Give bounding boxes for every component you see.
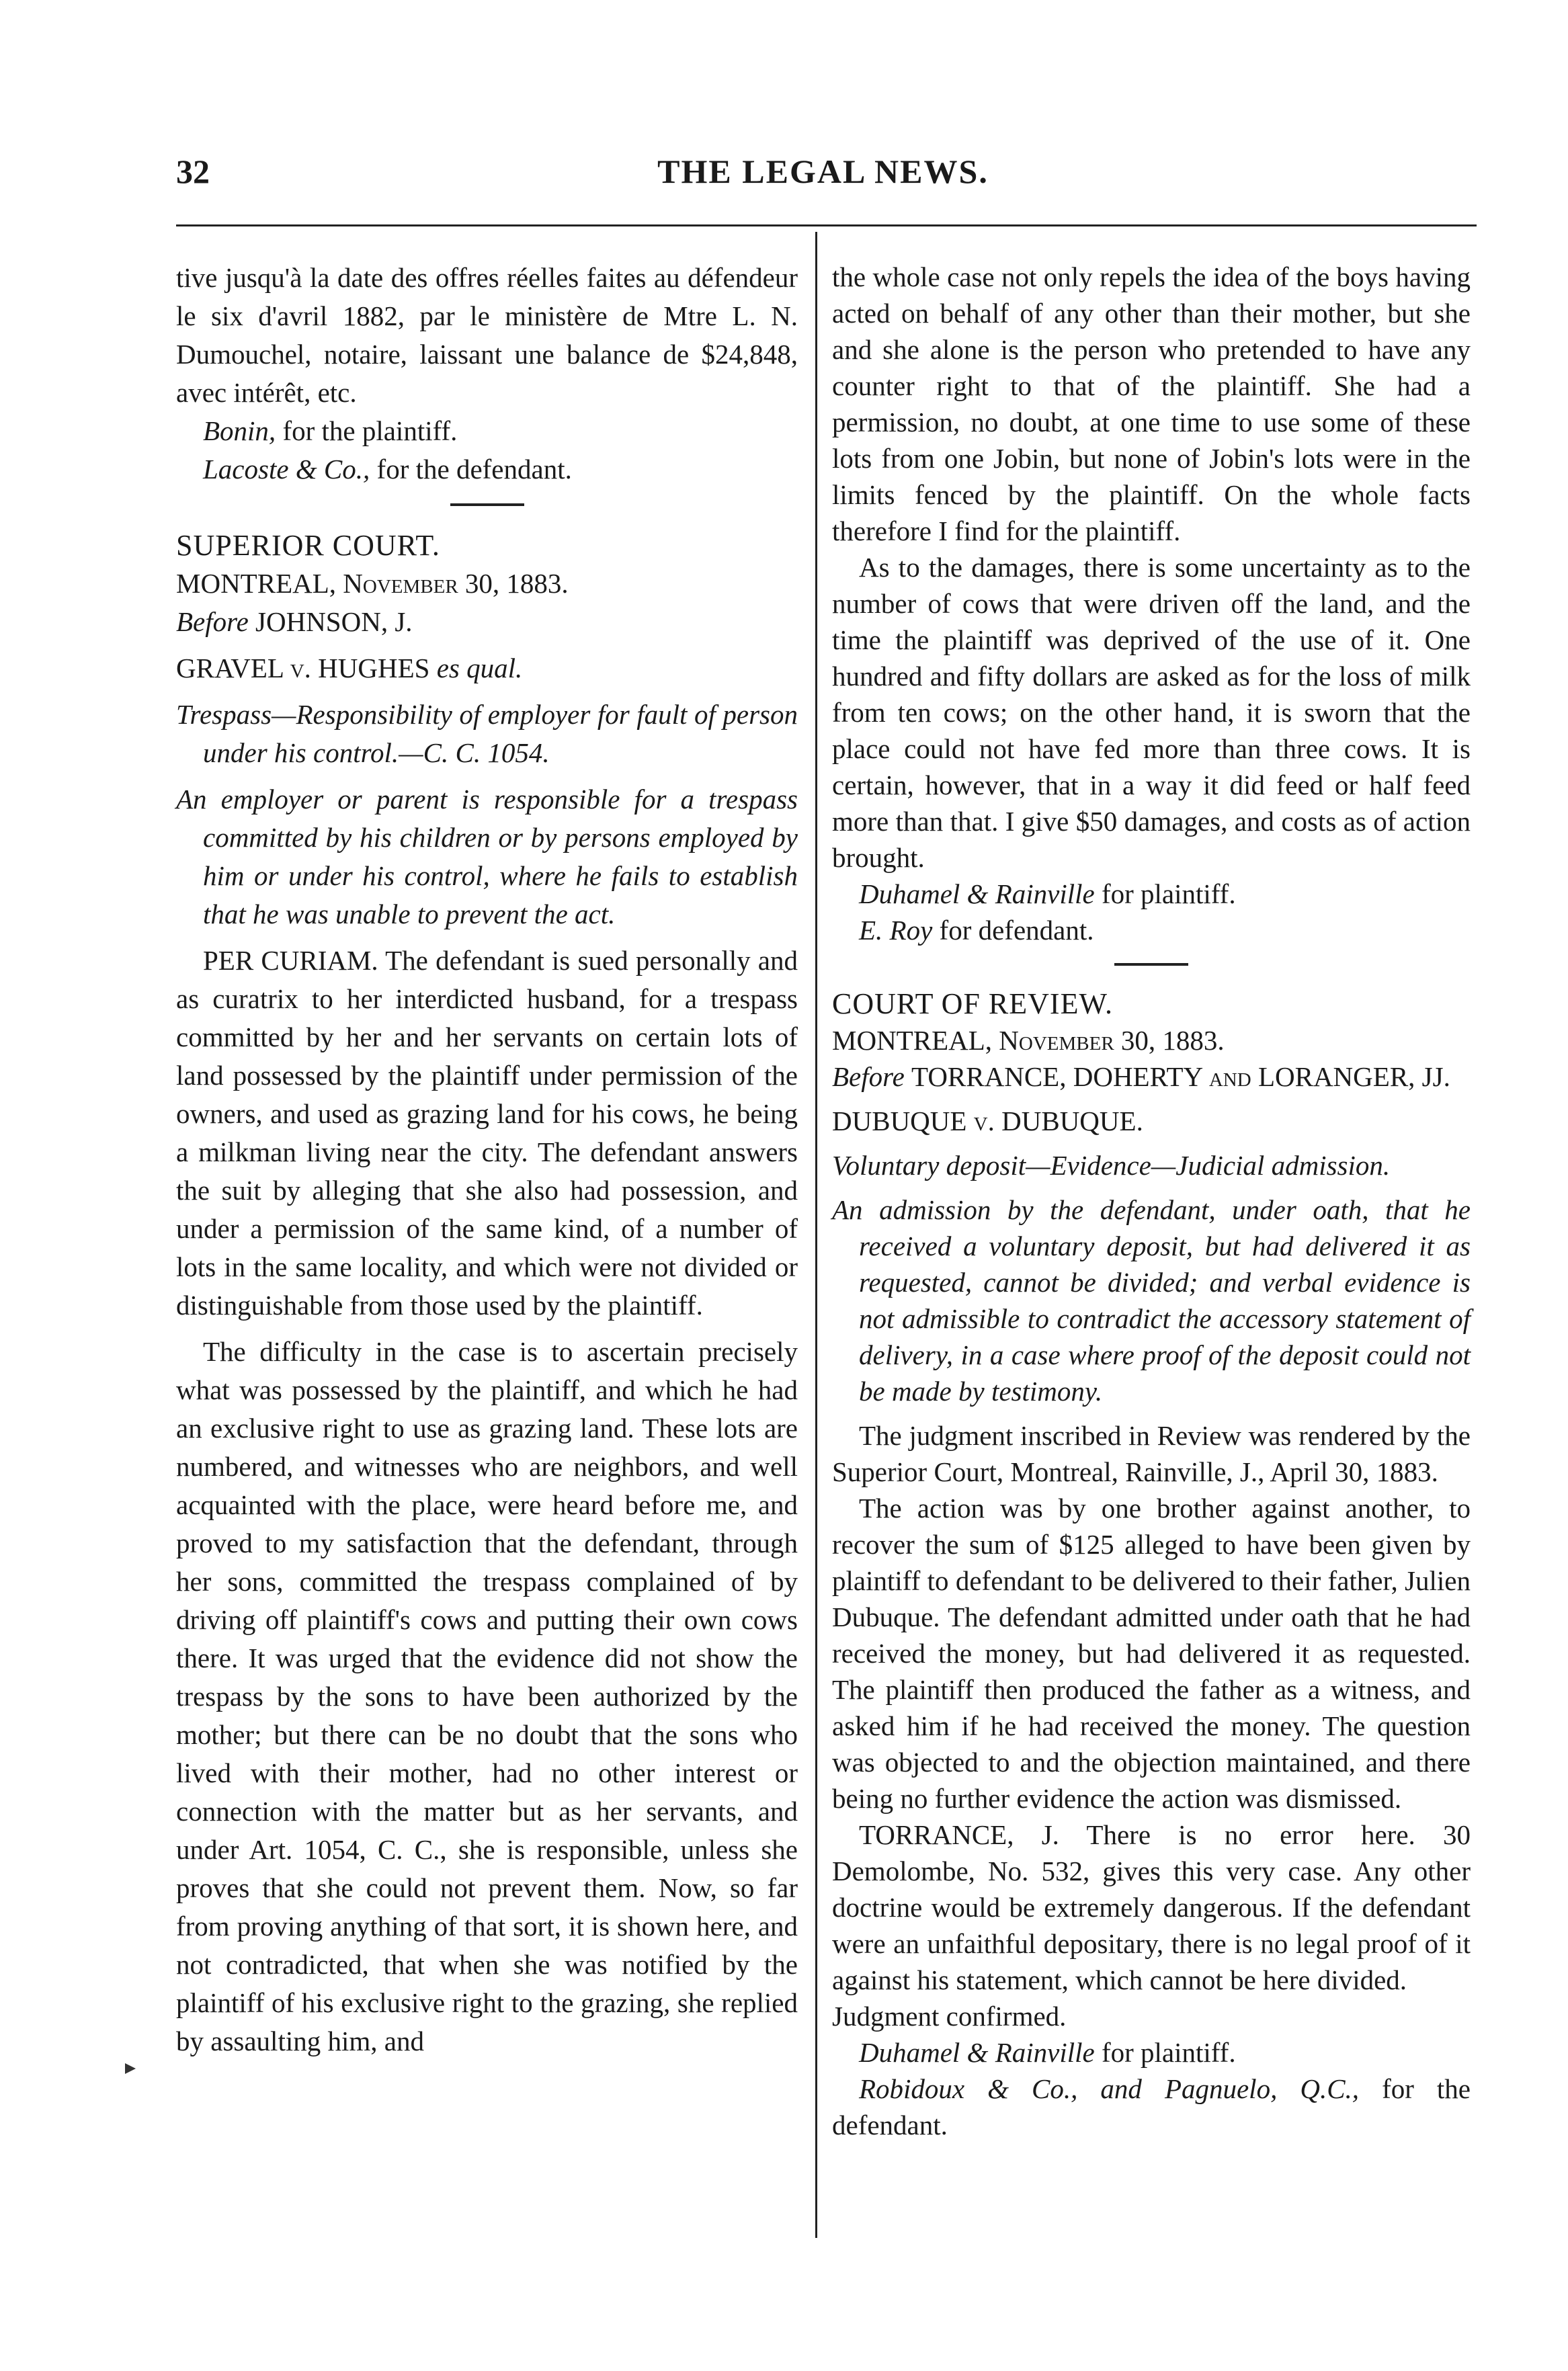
right-column [832,259,1471,2143]
section-divider [1114,963,1188,966]
per-curiam: PER CURIAM. [203,945,378,976]
case-subject: Trespass—Responsibility of employer for fault of person under his control.—C. C. 1054. [176,699,798,768]
left-column [176,259,798,2061]
plaintiff-counsel [176,412,798,450]
counsel-name: E. Roy [859,915,933,946]
opinion-paragraph: PER CURIAM. The defendant is sued personally and as curatrix to her interdicted husband, for a trespass committed by her and her servants on certain lots of land possessed by the plaintiff under permission of the owners, and used as grazing land for his cows, he being a milkman living near the city. The defendant answers the suit by alleging that she also had possession, and under a permission of the same kind, of a number of lots in the same locality, and which were not divided or distinguishable from those used by the plaintiff. [176,945,798,1321]
opinion-paragraph: The difficulty in the case is to ascertain precisely what was possessed by the plaintiff, and which he had an exclusive right to use as grazing land. These lots are numbered, and witnesses who are neighbors, and well acquainted with the place, were heard before me, and proved to my satisfaction that the defendant, through her sons, committed the trespass complained of by driving off plaintiff's cows and putting their own cows there. It was urged that the evidence did not show the trespass by the sons to have been authorized by the mother; but there can be no doubt that the sons who lived with their mother, had no other interest or connection with the matter but as her servants, and under Art. 1054, C. C., she is responsible, unless she proves that she could not prevent them. Now, so far from proving anything of that sort, it is shown here, and not contradicted, that when she was notified by the plaintiff of his exclusive right to the grazing, she replied by assaulting him, and [176,1336,798,2056]
before-word: Before [832,1061,905,1092]
case-subject: Voluntary deposit—Evidence—Judicial admission. [832,1150,1391,1181]
before-line [176,603,798,641]
counsel-role: for plaintiff. [1101,878,1236,909]
case-title [176,649,798,688]
page-header [176,145,1470,199]
page-number: 32 [176,153,210,190]
opinion-paragraph: As to the damages, there is some uncertainty as to the number of cows that were driven off the land, and the time the plaintiff was deprived of the use of it. One hundred and fifty dollars are asked as for the loss of milk from ten cows; on the other hand, it is sworn that the place could not have fed more than three cows. It is certain, however, that in a way it did feed or half feed more than that. I give $50 damages, and costs as of action brought. [832,552,1471,873]
counsel-name: Lacoste & Co., [203,454,370,485]
court-heading: COURT OF REVIEW. [832,987,1113,1020]
dateline: MONTREAL, November 30, 1883. [176,568,569,599]
counsel-line [832,912,1471,948]
counsel-role: for the defendant. [376,454,572,485]
counsel-name: Robidoux & Co., and Pagnuelo, Q.C., [859,2073,1360,2104]
counsel-role: for the defendant. [832,2073,1471,2140]
headnote: An admission by the defendant, under oath, that he received a voluntary deposit, but had delivered it as requested, cannot be divided; and verbal evidence is not admissible to contradict the accessory statement of delivery, in a case where proof of the deposit could not be made by testimony. [832,1194,1471,1407]
headnote: An employer or parent is responsible for a trespass committed by his children or by persons employed by him or under his control, where he fails to establish that he was unable to prevent the act. [176,784,798,929]
opinion-paragraph: the whole case not only repels the idea of the boys having acted on behalf of any other than their mother, but she and she alone is the person who pretended to have any counter right to that of the plaintiff. She had a permission, no doubt, at one time to use some of these lots from one Jobin, but none of Jobin's lots were in the limits fenced by the plaintiff. On the whole facts therefore I find for the plaintiff. [832,261,1471,546]
counsel-name: Duhamel & Rainville [859,2037,1095,2068]
opinion-paragraph: The action was by one brother against another, to recover the sum of $125 alleged to have been given by plaintiff to defendant to be delivered to their father, Julien Dubuque. The defendant admitted under oath that he had received the money, but had delivered it as requested. The plaintiff then produced the father as a witness, and asked him if he had received the money. The question was objected to and the objection maintained, and there being no further evidence the action was dismissed. [832,1493,1471,1814]
counsel-role: for plaintiff. [1101,2037,1236,2068]
before-line [832,1058,1471,1095]
running-head: THE LEGAL NEWS. [657,153,989,190]
judge-names: TORRANCE, DOHERTY and LORANGER, JJ. [911,1061,1450,1092]
counsel-role: for the plaintiff. [282,415,458,446]
opinion-paragraph: The judgment inscribed in Review was rendered by the Superior Court, Montreal, Rainville, J., April 30, 1883. [832,1420,1471,1487]
counsel-name: Bonin, [203,415,276,446]
before-word: Before [176,606,249,637]
header-rule [176,224,1477,226]
judgment-line: Judgment confirmed. [832,2001,1067,2032]
opinion-paragraph: TORRANCE, J. There is no error here. 30 Demolombe, No. 532, gives this very case. Any other doctrine would be extremely dangerous. If the defendant were an unfaithful depositary, there is no legal proof of it against his statement, which cannot be here divided. [832,1819,1471,1995]
column-divider [815,232,817,2238]
court-heading: SUPERIOR COURT. [176,529,440,562]
judge-name: TORRANCE, J. [859,1819,1059,1850]
counsel-role: for defendant. [939,915,1094,946]
defendant-counsel [176,450,798,489]
counsel-line [832,2071,1471,2143]
case-name: GRAVEL v. HUGHES [176,653,430,683]
counsel-line [832,2034,1471,2071]
dateline: MONTREAL, November 30, 1883. [832,1025,1225,1056]
case-suffix: es qual. [436,653,523,683]
counsel-name: Duhamel & Rainville [859,878,1095,909]
margin-arrow-mark [125,2063,136,2074]
counsel-line [832,876,1471,912]
case-title: DUBUQUE v. DUBUQUE. [832,1106,1143,1136]
judge-name: JOHNSON, J. [255,606,413,637]
section-divider [450,503,524,506]
carryover-paragraph: tive jusqu'à la date des offres réelles faites au défendeur le six d'avril 1882, par le ministère de Mtre L. N. Dumouchel, notaire, laissant une balance de $24,848, avec intérêt, etc. [176,262,798,408]
